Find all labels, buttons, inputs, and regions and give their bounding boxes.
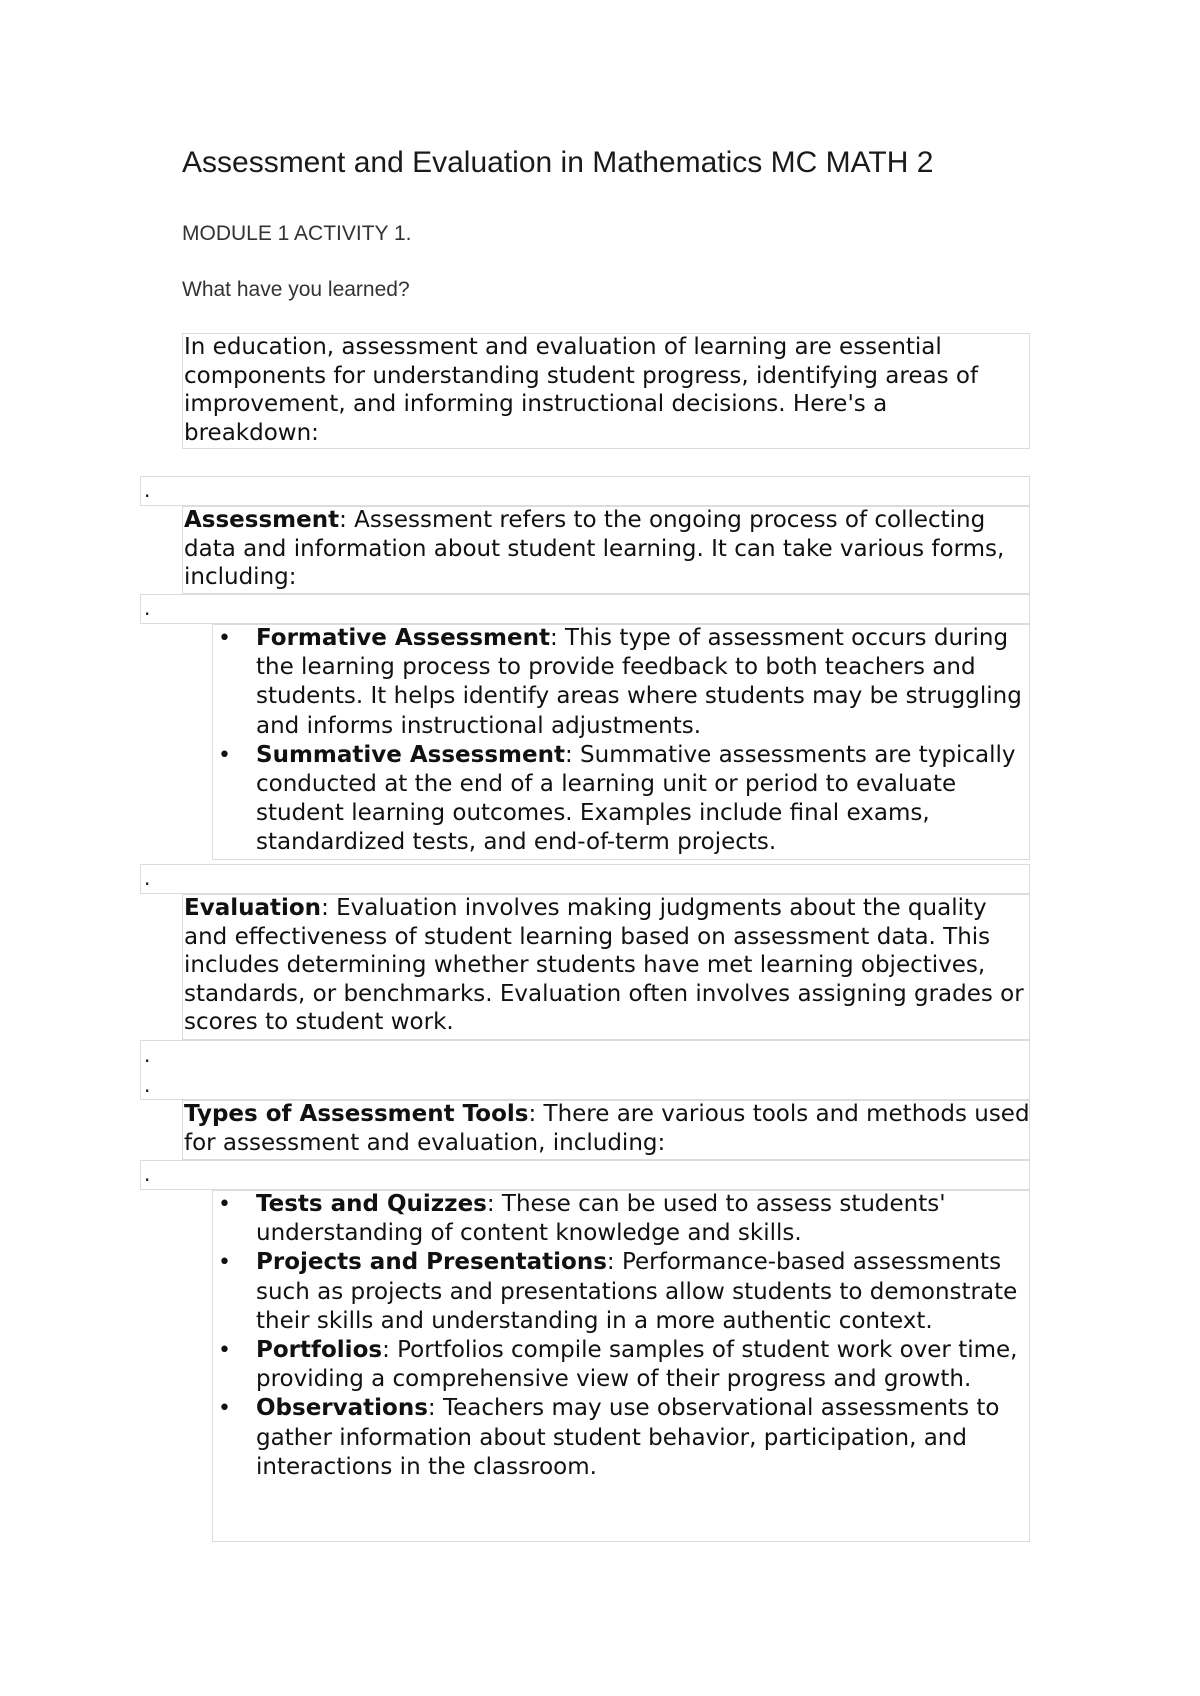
list-item (212, 1248, 1024, 1336)
evaluation-paragraph (184, 894, 1030, 1037)
separator-dot: . (144, 1073, 151, 1097)
list-item-text: : These can be used to assess students' understanding of content knowledge and skills. (256, 1191, 946, 1247)
tools-term: Types of Assessment Tools (184, 1101, 529, 1127)
list-item-text: : Summative assessments are typically conducted at the end of a learning unit or period to evaluate student learning outcomes. Examples include final exams, standardized tests, and end-of-term projects. (256, 741, 1016, 856)
list-item-term: Portfolios (256, 1337, 383, 1364)
separator-box (140, 1040, 1030, 1100)
question-prompt: What have you learned? (182, 278, 410, 301)
separator-box (140, 864, 1030, 894)
list-item-term: Summative Assessment (256, 741, 565, 768)
intro-paragraph: In education, assessment and evaluation of learning are essential components for understanding student progress, identifying areas of improvement, and informing instructional decisions. Here's a breakdown: (184, 334, 979, 446)
list-item (212, 1336, 1024, 1394)
list-item-term: Formative Assessment (256, 625, 550, 651)
tools-paragraph (184, 1100, 1030, 1157)
separator-box (140, 476, 1030, 506)
list-item-text: : Performance-based assessments such as projects and presentations allow students to demonstrate their skills and understanding in a more authentic context. (256, 1249, 1018, 1334)
separator-box (140, 594, 1030, 624)
list-item-term: Observations (256, 1395, 428, 1422)
separator-dot: . (144, 1043, 151, 1067)
separator-dot: . (144, 866, 151, 890)
assessment-paragraph (184, 506, 1026, 592)
list-item (212, 1190, 1024, 1248)
list-item-term: Tests and Quizzes (256, 1191, 487, 1217)
tools-text: : There are various tools and methods used for assessment and evaluation, including: (184, 1101, 1030, 1156)
document-title: Assessment and Evaluation in Mathematics MC MATH 2 (182, 146, 934, 179)
list-item-text: : Portfolios compile samples of student work over time, providing a comprehensive view of their progress and growth. (256, 1337, 1018, 1393)
list-item-text: : This type of assessment occurs during the learning process to provide feedback to both teachers and students. It helps identify areas where students may be struggling and informs instructional adjustments. (256, 625, 1022, 739)
separator-box (140, 1160, 1030, 1190)
tool-items-list (212, 1190, 1024, 1482)
module-heading: MODULE 1 ACTIVITY 1. (182, 222, 412, 245)
list-item (212, 741, 1024, 858)
evaluation-text: : Evaluation involves making judgments about the quality and effectiveness of student learning based on assessment data. This includes determining whether students have met learning objectives, standards, or benchmarks. Evaluation often involves assigning grades or scores to student work. (184, 895, 1024, 1036)
assessment-term: Assessment (184, 507, 340, 533)
assessment-types-list (212, 624, 1024, 858)
evaluation-term: Evaluation (184, 895, 322, 921)
separator-dot: . (144, 478, 151, 502)
separator-dot: . (144, 596, 151, 620)
list-item (212, 624, 1024, 741)
assessment-text: : Assessment refers to the ongoing process of collecting data and information about student learning. It can take various forms, including: (184, 507, 1005, 591)
list-item-text: : Teachers may use observational assessments to gather information about student behavior, participation, and interactions in the classroom. (256, 1395, 1000, 1480)
separator-dot: . (144, 1162, 151, 1186)
list-item (212, 1394, 1024, 1482)
list-item-term: Projects and Presentations (256, 1249, 607, 1276)
